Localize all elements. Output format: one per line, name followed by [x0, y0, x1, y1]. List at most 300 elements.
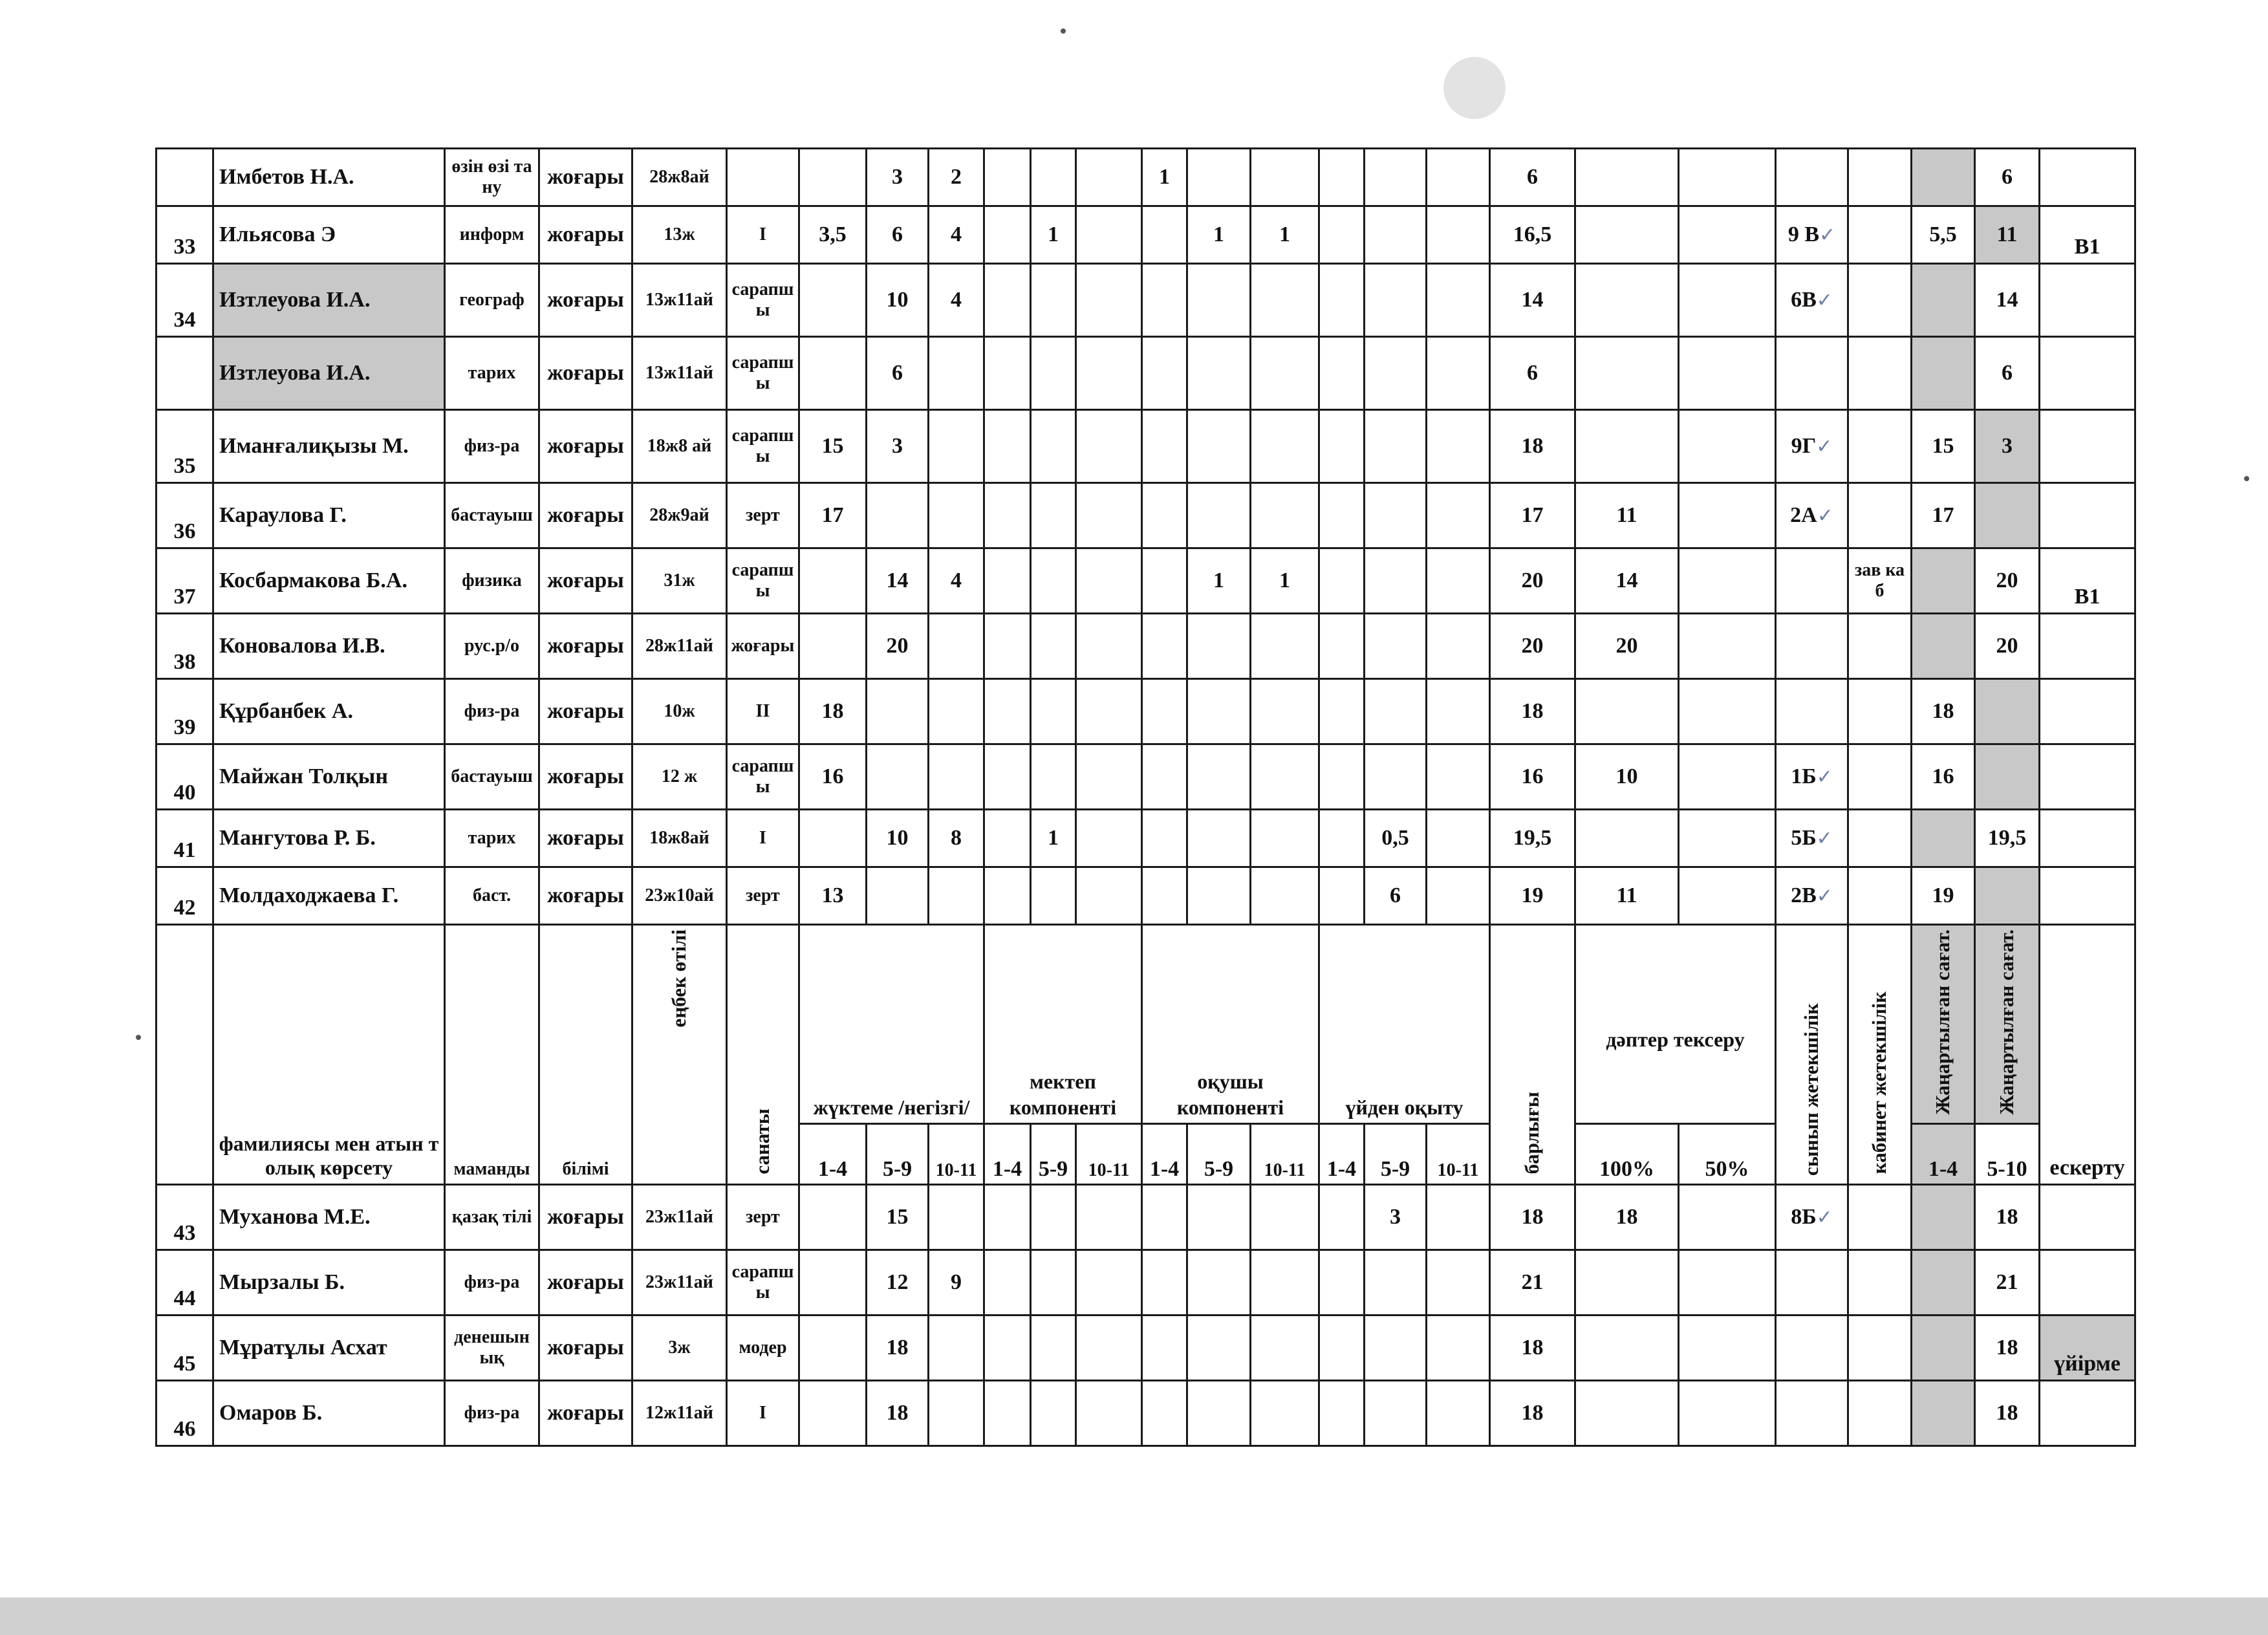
sub-load-10-11: 10-11 — [929, 1124, 984, 1185]
sub-home-5-9: 5-9 — [1365, 1124, 1427, 1185]
cell-m59 — [1031, 264, 1076, 337]
cell-cat: сарапшы — [727, 548, 799, 614]
col-total-header: барлығы — [1490, 925, 1575, 1185]
cell-n59: 14 — [867, 548, 929, 614]
cell-note — [2040, 1381, 2135, 1446]
cell-name: Мұратұлы Асхат — [213, 1316, 445, 1381]
cell-d100 — [1575, 1250, 1679, 1316]
cell-o14 — [1142, 337, 1187, 410]
cell-u14 — [1319, 149, 1365, 206]
cell-exp: 3ж — [632, 1316, 727, 1381]
cell-u59 — [1365, 1316, 1427, 1381]
cell-edu: жоғары — [539, 264, 632, 337]
cell-cab — [1848, 1250, 1912, 1316]
cell-u1011 — [1427, 867, 1490, 925]
cell-u14 — [1319, 1381, 1365, 1446]
cell-n14: 17 — [799, 483, 867, 548]
cell-edu: жоғары — [539, 810, 632, 867]
cell-o59 — [1187, 1185, 1251, 1250]
cell-u14 — [1319, 867, 1365, 925]
cell-note — [2040, 614, 2135, 679]
cell-u1011 — [1427, 614, 1490, 679]
cell-o1011: 1 — [1251, 206, 1319, 264]
cell-cat: сарапшы — [727, 744, 799, 810]
cell-u1011 — [1427, 1250, 1490, 1316]
cell-d50 — [1679, 867, 1776, 925]
cell-n14 — [799, 1316, 867, 1381]
cell-h510: 6 — [1975, 149, 2040, 206]
cell-h510: 18 — [1975, 1185, 2040, 1250]
cell-cab — [1848, 206, 1912, 264]
cell-spec: бастауыш — [445, 483, 539, 548]
cell-m59 — [1031, 483, 1076, 548]
paper-speck — [2244, 476, 2249, 481]
cell-o59 — [1187, 744, 1251, 810]
cell-d100: 11 — [1575, 867, 1679, 925]
cell-note — [2040, 410, 2135, 483]
cell-name: Косбармакова Б.А. — [213, 548, 445, 614]
cell-name: Имбетов Н.А. — [213, 149, 445, 206]
cell-o59 — [1187, 614, 1251, 679]
cell-u14 — [1319, 614, 1365, 679]
table-row — [157, 264, 2135, 337]
cell-o14 — [1142, 679, 1187, 744]
cell-exp: 13ж11ай — [632, 264, 727, 337]
staff-load-table-container — [155, 147, 2136, 1447]
cell-total: 19 — [1490, 867, 1575, 925]
cell-n59: 3 — [867, 410, 929, 483]
table-row — [157, 1185, 2135, 1250]
cell-edu: жоғары — [539, 337, 632, 410]
cell-m59 — [1031, 149, 1076, 206]
cell-o14 — [1142, 410, 1187, 483]
cell-o1011: 1 — [1251, 548, 1319, 614]
cell-name: Мырзалы Б. — [213, 1250, 445, 1316]
cell-n59 — [867, 483, 929, 548]
cell-h510 — [1975, 867, 2040, 925]
cell-m1011 — [1076, 264, 1142, 337]
cell-name: Омаров Б. — [213, 1381, 445, 1446]
cell-n1011: 8 — [929, 810, 984, 867]
cell-d100 — [1575, 1381, 1679, 1446]
cell-no: 39 — [157, 679, 213, 744]
cell-d100: 20 — [1575, 614, 1679, 679]
cell-m59 — [1031, 679, 1076, 744]
cell-exp: 23ж11ай — [632, 1250, 727, 1316]
cell-m14 — [984, 264, 1031, 337]
cell-n59 — [867, 867, 929, 925]
cell-u59: 3 — [1365, 1185, 1427, 1250]
cell-exp: 31ж — [632, 548, 727, 614]
cell-d100 — [1575, 1316, 1679, 1381]
cell-h510 — [1975, 679, 2040, 744]
cell-total: 21 — [1490, 1250, 1575, 1316]
cell-u1011 — [1427, 548, 1490, 614]
cell-m1011 — [1076, 867, 1142, 925]
cell-o1011 — [1251, 679, 1319, 744]
sub-updated-5-10: 5-10 — [1975, 1124, 2040, 1185]
cell-note — [2040, 744, 2135, 810]
check-mark-icon: ✓ — [1816, 828, 1833, 850]
check-mark-icon: ✓ — [1817, 505, 1833, 527]
cell-cls: 1Б✓ — [1776, 744, 1848, 810]
cell-d50 — [1679, 410, 1776, 483]
cell-o59: 1 — [1187, 548, 1251, 614]
cell-note: В1 — [2040, 548, 2135, 614]
cell-no: 33 — [157, 206, 213, 264]
cell-h510: 3 — [1975, 410, 2040, 483]
cell-cls: 2А✓ — [1776, 483, 1848, 548]
cell-no: 40 — [157, 744, 213, 810]
table-row — [157, 679, 2135, 744]
cell-n1011 — [929, 867, 984, 925]
cell-name: Ильясова Э — [213, 206, 445, 264]
col-updated-hours-2-header: Жаңартылған сағат. — [1975, 925, 2040, 1124]
cell-m59 — [1031, 1381, 1076, 1446]
cell-n1011: 4 — [929, 548, 984, 614]
cell-h14 — [1912, 1250, 1975, 1316]
cell-spec: географ — [445, 264, 539, 337]
cell-u14 — [1319, 337, 1365, 410]
cell-m1011 — [1076, 149, 1142, 206]
cell-o1011 — [1251, 744, 1319, 810]
cell-spec: физика — [445, 548, 539, 614]
cell-m59 — [1031, 614, 1076, 679]
cell-m1011 — [1076, 744, 1142, 810]
table-row — [157, 614, 2135, 679]
cell-n14 — [799, 264, 867, 337]
cell-cab — [1848, 337, 1912, 410]
cell-n1011: 4 — [929, 206, 984, 264]
cell-spec: қазақ тілі — [445, 1185, 539, 1250]
cell-n14 — [799, 1381, 867, 1446]
cell-cls: 6В✓ — [1776, 264, 1848, 337]
cell-name: Молдаходжаева Г. — [213, 867, 445, 925]
sub-load-5-9: 5-9 — [867, 1124, 929, 1185]
cell-h510 — [1975, 744, 2040, 810]
sub-school-5-9: 5-9 — [1031, 1124, 1076, 1185]
cell-no — [157, 149, 213, 206]
cell-d100 — [1575, 149, 1679, 206]
cell-u59: 0,5 — [1365, 810, 1427, 867]
cell-m14 — [984, 1316, 1031, 1381]
cell-o59 — [1187, 483, 1251, 548]
cell-cab — [1848, 1316, 1912, 1381]
cell-edu: жоғары — [539, 1185, 632, 1250]
cell-n1011 — [929, 1185, 984, 1250]
cell-cat: I — [727, 206, 799, 264]
cell-exp: 28ж9ай — [632, 483, 727, 548]
cell-d50 — [1679, 264, 1776, 337]
cell-exp: 12ж11ай — [632, 1381, 727, 1446]
cell-m59 — [1031, 1316, 1076, 1381]
cell-cat: зерт — [727, 867, 799, 925]
cell-o1011 — [1251, 1250, 1319, 1316]
cell-name: Муханова М.Е. — [213, 1185, 445, 1250]
col-cabinet-header: кабинет жетекшілік — [1848, 925, 1912, 1185]
cell-u59 — [1365, 483, 1427, 548]
punch-hole — [1443, 57, 1506, 119]
cell-edu: жоғары — [539, 679, 632, 744]
cell-name: Изтлеуова И.А. — [213, 264, 445, 337]
sub-student-10-11: 10-11 — [1251, 1124, 1319, 1185]
cell-d50 — [1679, 206, 1776, 264]
cell-u14 — [1319, 1316, 1365, 1381]
cell-spec: рус.р/о — [445, 614, 539, 679]
table-row — [157, 483, 2135, 548]
col-experience-header: еңбек өтілі — [632, 925, 727, 1185]
cell-cat: жоғары — [727, 614, 799, 679]
cell-h510: 20 — [1975, 548, 2040, 614]
cell-edu: жоғары — [539, 206, 632, 264]
cell-o14 — [1142, 1316, 1187, 1381]
cell-u59: 6 — [1365, 867, 1427, 925]
cell-d100 — [1575, 810, 1679, 867]
cell-d50 — [1679, 744, 1776, 810]
cell-no: 41 — [157, 810, 213, 867]
table-row — [157, 337, 2135, 410]
cell-u59 — [1365, 337, 1427, 410]
cell-u59 — [1365, 1250, 1427, 1316]
cell-u14 — [1319, 810, 1365, 867]
cell-n14 — [799, 548, 867, 614]
cell-note: үйірме — [2040, 1316, 2135, 1381]
sub-load-1-4: 1-4 — [799, 1124, 867, 1185]
cell-m59 — [1031, 744, 1076, 810]
cell-cls: 8Б✓ — [1776, 1185, 1848, 1250]
cell-o1011 — [1251, 149, 1319, 206]
cell-h510 — [1975, 483, 2040, 548]
cell-n59: 18 — [867, 1381, 929, 1446]
col-home-teaching-header: үйден оқыту — [1319, 925, 1490, 1124]
sub-home-1-4: 1-4 — [1319, 1124, 1365, 1185]
cell-n14: 13 — [799, 867, 867, 925]
cell-o59 — [1187, 679, 1251, 744]
sub-school-1-4: 1-4 — [984, 1124, 1031, 1185]
col-student-component-header: оқушы компоненті — [1142, 925, 1319, 1124]
cell-m1011 — [1076, 1185, 1142, 1250]
cell-o14 — [1142, 548, 1187, 614]
cell-o14 — [1142, 614, 1187, 679]
cell-u1011 — [1427, 337, 1490, 410]
cell-d50 — [1679, 679, 1776, 744]
cell-exp: 23ж11ай — [632, 1185, 727, 1250]
cell-cat: сарапшы — [727, 264, 799, 337]
cell-cat: I — [727, 1381, 799, 1446]
cell-u1011 — [1427, 483, 1490, 548]
cell-u1011 — [1427, 1185, 1490, 1250]
cell-u14 — [1319, 1185, 1365, 1250]
cell-no: 35 — [157, 410, 213, 483]
cell-n14 — [799, 614, 867, 679]
cell-u1011 — [1427, 206, 1490, 264]
cell-o1011 — [1251, 867, 1319, 925]
cell-n59: 10 — [867, 264, 929, 337]
cell-n14 — [799, 1250, 867, 1316]
cell-u59 — [1365, 410, 1427, 483]
cell-cat: сарапшы — [727, 1250, 799, 1316]
cell-d100: 11 — [1575, 483, 1679, 548]
cell-cab — [1848, 867, 1912, 925]
cell-u59 — [1365, 149, 1427, 206]
cell-o59 — [1187, 1316, 1251, 1381]
table-row — [157, 206, 2135, 264]
cell-name: Иманғалиқызы М. — [213, 410, 445, 483]
cell-h510: 21 — [1975, 1250, 2040, 1316]
cell-total: 19,5 — [1490, 810, 1575, 867]
cell-d100: 10 — [1575, 744, 1679, 810]
cell-m14 — [984, 1250, 1031, 1316]
cell-total: 16 — [1490, 744, 1575, 810]
sub-updated-1-4: 1-4 — [1912, 1124, 1975, 1185]
table-row — [157, 1381, 2135, 1446]
cell-u59 — [1365, 614, 1427, 679]
cell-cab — [1848, 149, 1912, 206]
table-row — [157, 867, 2135, 925]
cell-n14: 15 — [799, 410, 867, 483]
cell-m14 — [984, 548, 1031, 614]
cell-note — [2040, 1250, 2135, 1316]
check-mark-icon: ✓ — [1816, 290, 1833, 312]
cell-note — [2040, 1185, 2135, 1250]
cell-cls — [1776, 548, 1848, 614]
cell-m14 — [984, 810, 1031, 867]
cell-note — [2040, 337, 2135, 410]
cell-u1011 — [1427, 679, 1490, 744]
cell-total: 18 — [1490, 1381, 1575, 1446]
cell-edu: жоғары — [539, 483, 632, 548]
cell-cls — [1776, 1316, 1848, 1381]
col-name-header: фамилиясы мен атын толық көрсету — [213, 925, 445, 1185]
cell-h14 — [1912, 548, 1975, 614]
cell-m14 — [984, 483, 1031, 548]
table-row — [157, 1250, 2135, 1316]
cell-spec: физ-ра — [445, 1381, 539, 1446]
cell-total: 18 — [1490, 679, 1575, 744]
cell-n14: 16 — [799, 744, 867, 810]
cell-edu: жоғары — [539, 1250, 632, 1316]
cell-n1011 — [929, 410, 984, 483]
cell-no: 44 — [157, 1250, 213, 1316]
cell-cat: сарапшы — [727, 337, 799, 410]
cell-name: Изтлеуова И.А. — [213, 337, 445, 410]
paper-speck — [1061, 28, 1066, 34]
cell-h510: 20 — [1975, 614, 2040, 679]
cell-no: 34 — [157, 264, 213, 337]
cell-n14 — [799, 337, 867, 410]
cell-total: 6 — [1490, 337, 1575, 410]
cell-m14 — [984, 410, 1031, 483]
cell-name: Мангутова Р. Б. — [213, 810, 445, 867]
cell-n1011 — [929, 679, 984, 744]
cell-exp: 12 ж — [632, 744, 727, 810]
cell-h14 — [1912, 1381, 1975, 1446]
cell-n14 — [799, 149, 867, 206]
check-mark-icon: ✓ — [1816, 766, 1833, 788]
cell-u1011 — [1427, 149, 1490, 206]
cell-spec: тарих — [445, 810, 539, 867]
cell-h14: 17 — [1912, 483, 1975, 548]
col-school-component-header: мектеп компоненті — [984, 925, 1142, 1124]
cell-n1011 — [929, 483, 984, 548]
cell-o14 — [1142, 1250, 1187, 1316]
table-row — [157, 810, 2135, 867]
cell-o1011 — [1251, 1316, 1319, 1381]
cell-u59 — [1365, 264, 1427, 337]
cell-o14 — [1142, 1381, 1187, 1446]
cell-n14 — [799, 810, 867, 867]
cell-cab — [1848, 679, 1912, 744]
cell-total: 20 — [1490, 548, 1575, 614]
cell-no — [157, 337, 213, 410]
cell-cab — [1848, 1381, 1912, 1446]
check-mark-icon: ✓ — [1816, 436, 1833, 458]
cell-cab — [1848, 1185, 1912, 1250]
cell-n1011 — [929, 1381, 984, 1446]
cell-d50 — [1679, 548, 1776, 614]
cell-o1011 — [1251, 810, 1319, 867]
cell-m1011 — [1076, 548, 1142, 614]
cell-spec: информ — [445, 206, 539, 264]
cell-m14 — [984, 149, 1031, 206]
cell-cls: 9 В✓ — [1776, 206, 1848, 264]
cell-o59 — [1187, 264, 1251, 337]
cell-h14 — [1912, 1316, 1975, 1381]
cell-n59 — [867, 679, 929, 744]
cell-spec: баст. — [445, 867, 539, 925]
cell-cls: 5Б✓ — [1776, 810, 1848, 867]
table-row — [157, 744, 2135, 810]
cell-n1011 — [929, 744, 984, 810]
cell-cat: модер — [727, 1316, 799, 1381]
cell-u1011 — [1427, 264, 1490, 337]
cell-m14 — [984, 679, 1031, 744]
cell-h14 — [1912, 337, 1975, 410]
cell-no: 45 — [157, 1316, 213, 1381]
cell-u14 — [1319, 679, 1365, 744]
cell-o14 — [1142, 810, 1187, 867]
cell-d50 — [1679, 1250, 1776, 1316]
cell-n1011: 4 — [929, 264, 984, 337]
cell-cab — [1848, 614, 1912, 679]
cell-n59: 15 — [867, 1185, 929, 1250]
cell-h510: 18 — [1975, 1316, 2040, 1381]
cell-u59 — [1365, 744, 1427, 810]
cell-total: 18 — [1490, 410, 1575, 483]
cell-d50 — [1679, 1316, 1776, 1381]
cell-m1011 — [1076, 679, 1142, 744]
cell-h14: 15 — [1912, 410, 1975, 483]
cell-d50 — [1679, 483, 1776, 548]
cell-d100 — [1575, 410, 1679, 483]
paper-speck — [136, 1035, 141, 1040]
cell-h14: 19 — [1912, 867, 1975, 925]
cell-edu: жоғары — [539, 614, 632, 679]
cell-m1011 — [1076, 206, 1142, 264]
cell-o59 — [1187, 1250, 1251, 1316]
cell-n59 — [867, 744, 929, 810]
cell-cat: сарапшы — [727, 410, 799, 483]
cell-n59: 10 — [867, 810, 929, 867]
col-education-header: білімі — [539, 925, 632, 1185]
cell-u14 — [1319, 206, 1365, 264]
cell-n59: 3 — [867, 149, 929, 206]
cell-o1011 — [1251, 264, 1319, 337]
cell-m14 — [984, 337, 1031, 410]
cell-u1011 — [1427, 1316, 1490, 1381]
cell-h14 — [1912, 149, 1975, 206]
cell-m1011 — [1076, 1250, 1142, 1316]
